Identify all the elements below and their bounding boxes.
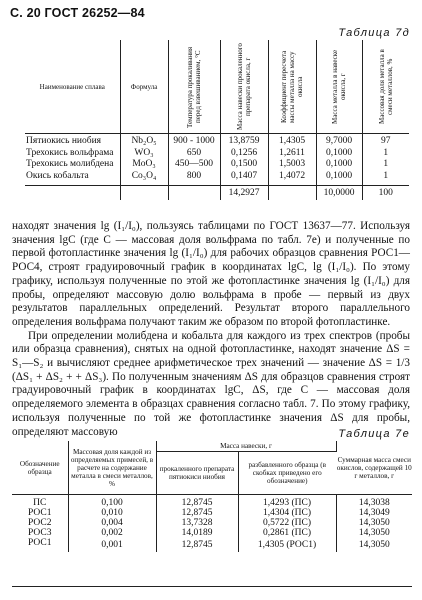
cell-sample: РОС3: [12, 528, 68, 538]
table-header-row: [25, 40, 409, 134]
table-row: [25, 171, 409, 186]
cell-formula: MoO₃: [120, 159, 168, 171]
column-header: [362, 40, 409, 134]
cell-name: Трехокись молибдена: [25, 159, 120, 171]
column-header: Суммарная масса смеси окислов, содержащей 10 г металлов, г: [336, 441, 412, 495]
cell-coef: 1,2611: [268, 148, 316, 160]
cell-mass: 0,1256: [220, 148, 268, 160]
cell-formula: Nb₂O₅: [120, 134, 168, 148]
cell-sample: ПС: [12, 495, 68, 509]
cell-empty: [168, 186, 220, 200]
cell-metal: 0,1000: [316, 148, 362, 160]
cell-total: 14,3050: [358, 540, 390, 550]
column-header: Обозначение образца: [12, 441, 68, 495]
cell-share: 97: [381, 136, 391, 146]
cell-coef: 1,5003: [268, 159, 316, 171]
body-text: [12, 220, 410, 439]
column-header-text: Наименование сплава: [39, 82, 105, 91]
cell-share: 0,004: [68, 518, 156, 528]
cell-sample: РОС1: [12, 508, 68, 518]
column-header-text: Массовая доля металла в смеси металлов, %: [377, 49, 394, 124]
page-header: С. 20 ГОСТ 26252—84: [10, 6, 145, 20]
cell-total-share: 100: [362, 186, 409, 200]
column-header: Массовая доля каждой из определяемых примесей, в расчете на содержание металла в смеси металлов, %: [68, 441, 156, 495]
cell-empty: [268, 186, 316, 200]
cell-temp: 800: [168, 171, 220, 186]
cell-coef: 1,4072: [268, 171, 316, 186]
cell-metal: 0,1000: [316, 159, 362, 171]
column-header-text: Формула: [130, 82, 158, 91]
cell-name: Окись кобальта: [25, 171, 120, 186]
table-row: [25, 134, 409, 148]
cell-nb: 12,8745: [156, 538, 238, 552]
cell-share: 1: [383, 170, 389, 181]
column-header: [25, 40, 120, 134]
cell-empty: [120, 186, 168, 200]
table-row: [12, 508, 412, 518]
paragraph: При определении молибдена и кобальта для каждого из трех спектров (пробы или образца сравнения), снятых на одной фотопластинке, находят значение ΔS = S₁—S₂ и вычисляют среднее арифметическое трех значений — значение ΔS = 1/3 (ΔS₁ + ΔS₂ + + ΔS₃). По полученным значениям ΔS для образцов сравнения строят градуировочный график в координатах lgC, ΔS, где C — массовая доля определяемого элемента в образцах сравнения согласно табл. 7. По этому графику, используя полученные по той же фотопластинке значения ΔS для пробы, определяют массовую: [12, 329, 410, 438]
cell-mass: 0,1500: [220, 159, 268, 171]
column-header: разбавленного образца (в скобках приведено его обозначение): [238, 452, 336, 495]
column-header-text: Температура прокаливания перед взвешиванием, °С: [186, 45, 202, 128]
table-row: [12, 538, 412, 552]
cell-metal: 0,1000: [316, 171, 362, 186]
column-header-text: Масса навески прокаленного препарата окисла, г: [236, 43, 252, 130]
table-total-row: [25, 186, 409, 200]
cell-coef: 1,4305: [268, 134, 316, 148]
column-header: прокаленного препарата пятиокиси ниобия: [156, 452, 238, 495]
column-header-text: Масса металла в навеске окисла, г: [331, 49, 347, 124]
column-header-group: Масса навески, г: [156, 441, 336, 452]
cell-diluted: 0,2861 (ПС): [238, 528, 336, 538]
table-header-row: [12, 441, 412, 452]
cell-total-mass: 14,2927: [220, 186, 268, 200]
column-header: [120, 40, 168, 134]
cell-mass: 13,8759: [220, 134, 268, 148]
cell-share: 1: [383, 147, 389, 158]
cell-nb: 13,7328: [156, 518, 238, 528]
cell-name: Пятиокись ниобия: [25, 134, 120, 148]
cell-total: 14,3050: [358, 528, 390, 538]
cell-total: 14,3050: [358, 518, 390, 528]
cell-temp: 450—500: [168, 159, 220, 171]
cell-formula: WO₃: [120, 148, 168, 160]
cell-nb: 12,8745: [156, 495, 238, 509]
cell-nb: 12,8745: [156, 508, 238, 518]
column-header: [268, 40, 316, 134]
cell-empty: [25, 186, 120, 200]
cell-total: 14,3038: [358, 498, 390, 508]
table-row: [12, 495, 412, 509]
table-row: [25, 159, 409, 171]
cell-share: 0,002: [68, 528, 156, 538]
cell-formula: Co₃O₄: [120, 171, 168, 186]
cell-total: 14,3049: [358, 508, 390, 518]
table-bottom-rule: [12, 586, 412, 587]
column-header: [168, 40, 220, 134]
cell-diluted: 1,4304 (ПС): [238, 508, 336, 518]
column-header-text: Коэффициент пересчета массы металла на массу окисла: [280, 50, 304, 123]
table-row: [12, 518, 412, 528]
cell-sample: РОС2: [12, 518, 68, 528]
cell-nb: 14,0189: [156, 528, 238, 538]
cell-share: 0,010: [68, 508, 156, 518]
table-row: [12, 528, 412, 538]
table-7e: [12, 441, 412, 552]
paragraph: находят значения lg (I₁/I₀), пользуясь таблицами по ГОСТ 13637—77. Используя значения lgC (где C — массовая доля вольфрама по табл. 7е) и полученные по первой фотопластинке значения lg (I₁/I₀) для рабочих образцов сравнения РОС1—РОС4, строят градуировочный график в координатах lgC, lg (I₁/I₀). По этому графику, используя полученные по этой же фотопластинке значения lg (I₁/I₀) для пробы, определяют массовую долю вольфрама в пробе — первый из двух результатов параллельных определений. Результат второго параллельного определения вольфрама получают таким же образом по второй фотопластинке.: [12, 220, 410, 328]
table-7d-caption: Таблица 7д: [338, 27, 410, 39]
cell-temp: 650: [168, 148, 220, 160]
cell-share: 0,100: [68, 495, 156, 509]
cell-share: 0,001: [68, 538, 156, 552]
cell-diluted: 1,4305 (РОС1): [238, 538, 336, 552]
cell-share: 1: [383, 159, 389, 169]
table-7d: [25, 40, 409, 200]
column-header: [220, 40, 268, 134]
table-7e-caption: Таблица 7е: [338, 428, 410, 440]
cell-temp: 900 - 1000: [168, 134, 220, 148]
column-header: [316, 40, 362, 134]
cell-sample: РОС1: [12, 538, 68, 552]
cell-total-metal: 10,0000: [316, 186, 362, 200]
cell-diluted: 1,4293 (ПС): [238, 495, 336, 509]
cell-name: Трехокись вольфрама: [25, 148, 120, 160]
cell-mass: 0,1407: [220, 171, 268, 186]
cell-diluted: 0,5722 (ПС): [238, 518, 336, 528]
cell-metal: 9,7000: [316, 134, 362, 148]
table-row: [25, 148, 409, 160]
